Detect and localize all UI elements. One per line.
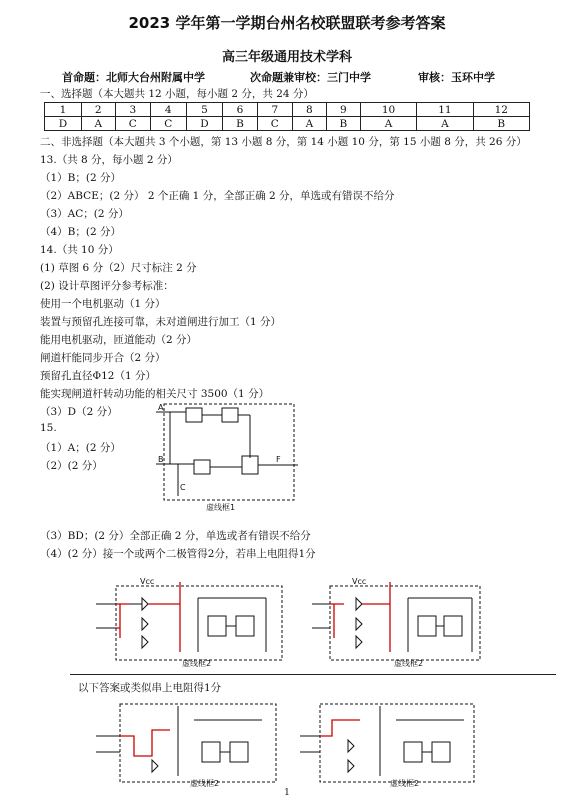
dashed-box-2-caption: 虚线框2 (182, 659, 212, 668)
answer-cell: A (293, 117, 327, 131)
answer-line: (2) 设计草图评分参考标准： (40, 280, 174, 292)
circuit-diagram-3 (90, 700, 280, 788)
answer-cell: B (223, 117, 257, 131)
page-subtitle: 高三年级通用技术学科 (221, 50, 352, 65)
section2-heading: 二、非选择题（本大题共 3 个小题，第 13 小题 8 分，第 14 小题 10 分，第 15 小题 8 分，共 26 分） (40, 136, 527, 148)
answer-cell: C (257, 117, 292, 131)
question-number: 7 (257, 103, 292, 117)
question-number: 9 (326, 103, 360, 117)
answer-line: 13.（共 8 分，每小题 2 分） (40, 154, 178, 166)
answer-line: （2）ABCE；(2 分） 2 个正确 1 分，全部正确 2 分，单选或有错误不给分 (40, 190, 395, 202)
question-number: 6 (223, 103, 257, 117)
answer-cell: D (45, 117, 82, 131)
answer-line: (1) 草图 6 分（2）尺寸标注 2 分 (40, 262, 197, 274)
question-number: 10 (360, 103, 416, 117)
answer-line: 使用一个电机驱动（1 分） (40, 298, 166, 310)
dashed-box-2-caption: 虚线框2 (394, 659, 424, 668)
question-number: 8 (293, 103, 327, 117)
answer-line: 能实现闸道杆转动功能的相关尺寸 3500（1 分） (40, 388, 270, 400)
answer-cell: A (417, 117, 473, 131)
input-c-label: C (180, 483, 186, 492)
resistor-note: 以下答案或类似串上电阻得1分 (78, 682, 222, 694)
question-number: 3 (115, 103, 150, 117)
answer-table (44, 102, 530, 131)
answer-line: 15. (40, 422, 57, 434)
dashed-box-2-caption: 虚线框2 (390, 779, 420, 788)
answer-cell: A (81, 117, 115, 131)
answer-line: 装置与预留孔连接可靠，未对道闸进行加工（1 分） (40, 316, 282, 328)
question-number: 1 (45, 103, 82, 117)
logic-gate-diagram (150, 400, 310, 518)
answer-line: （3）D（2 分） (40, 406, 118, 418)
answer-line: （2）(2 分） (40, 460, 103, 472)
question-number: 5 (186, 103, 223, 117)
q15-3-answer: （3）BD；(2 分）全部正确 2 分，单选或者有错误不给分 (40, 530, 311, 542)
page-title: 2023 学年第一学期台州名校联盟联考参考答案 (128, 14, 446, 32)
question-number: 12 (473, 103, 529, 117)
dashed-box-1-caption: 虚线框1 (206, 503, 236, 512)
section1-heading: 一、选择题（本大题共 12 小题，每小题 2 分，共 24 分） (40, 88, 314, 100)
answer-cell: C (115, 117, 150, 131)
circuit-diagram-2 (310, 578, 490, 668)
answer-line: 能用电机驱动，匝道能动（2 分） (40, 334, 198, 346)
answer-line: （1）B；(2 分） (40, 172, 122, 184)
answer-cell: B (326, 117, 360, 131)
question-number: 2 (81, 103, 115, 117)
proposer-school: 首命题：北师大台州附属中学 (62, 71, 205, 84)
input-b-label: B (158, 455, 164, 464)
answer-cell: A (360, 117, 416, 131)
page-number: 1 (284, 788, 290, 798)
answer-line: （3）AC；(2 分） (40, 208, 129, 220)
answer-cell: C (151, 117, 186, 131)
vcc-label: Vcc (352, 578, 367, 586)
reviewer-school: 次命题兼审校：三门中学 (250, 71, 371, 84)
answer-line: 14.（共 10 分） (40, 244, 119, 256)
circuit-diagram-4 (300, 700, 480, 788)
question-number: 11 (417, 103, 473, 117)
auditor-school: 审核：玉环中学 (418, 71, 495, 84)
answer-cell: D (186, 117, 223, 131)
answer-line: 预留孔直径Φ12（1 分） (40, 370, 156, 382)
answer-line: （4）B；(2 分） (40, 226, 122, 238)
question-number: 4 (151, 103, 186, 117)
divider-line (70, 674, 556, 675)
table-row (45, 117, 530, 131)
dashed-box-2-caption: 虚线框2 (190, 779, 220, 788)
output-f-label: F (276, 455, 281, 464)
answer-line: （1）A；(2 分） (40, 442, 121, 454)
input-a-label: A (158, 403, 164, 412)
circuit-diagram-1 (90, 578, 286, 668)
q15-4-answer: （4）(2 分）接一个或两个二极管得2分，若串上电阻得1分 (40, 548, 316, 560)
answer-line: 闸道杆能同步开合（2 分） (40, 352, 166, 364)
table-row (45, 103, 530, 117)
vcc-label: Vcc (140, 578, 155, 586)
answer-cell: B (473, 117, 529, 131)
